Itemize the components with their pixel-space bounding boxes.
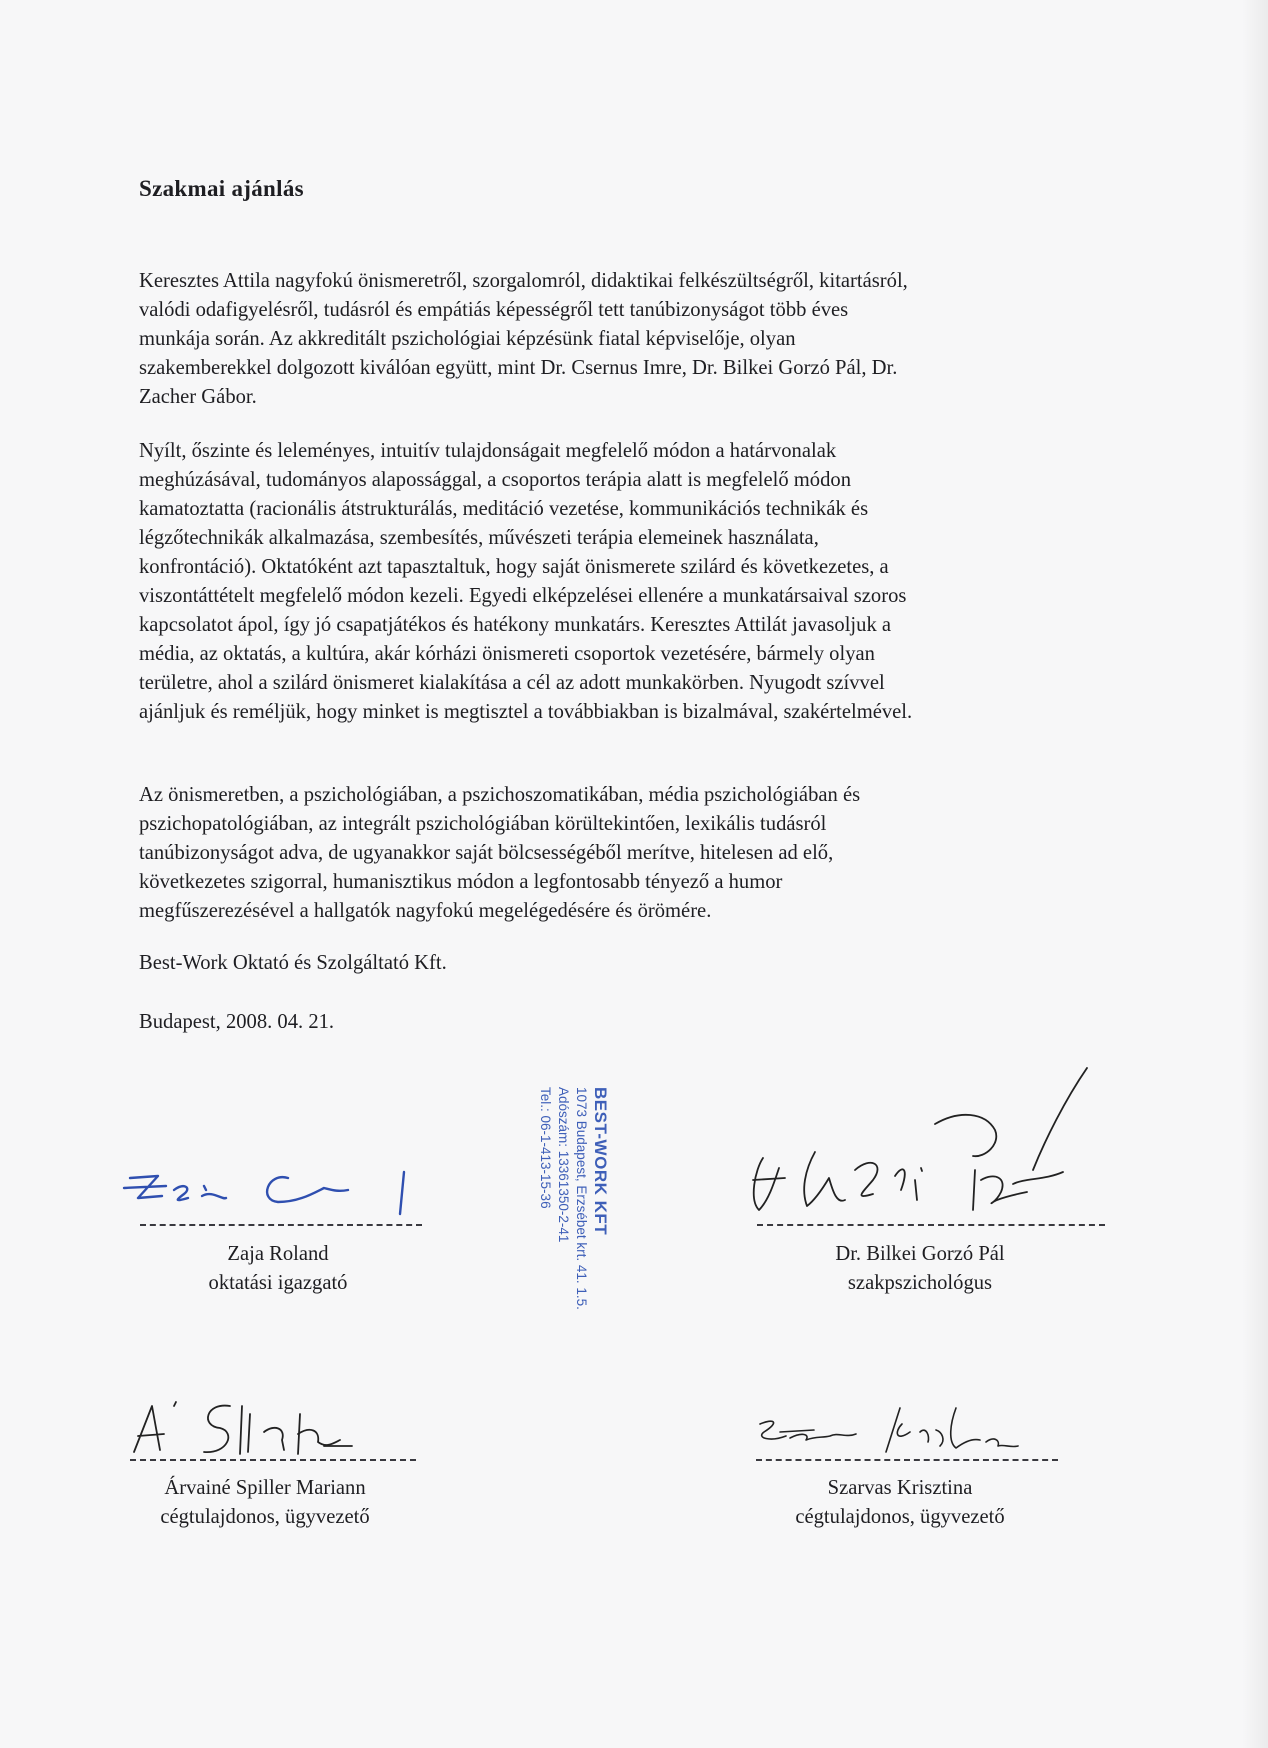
paragraph-line: Nyílt, őszinte és leleményes, intuitív tulajdonságait megfelelő módon a határvonalak xyxy=(139,440,837,462)
company-name: Best-Work Oktató és Szolgáltató Kft. xyxy=(139,952,447,974)
document-title: Szakmai ajánlás xyxy=(139,176,304,201)
paragraph-line: meghúzásával, tudományos alapossággal, a csoportos terápia alatt is megfelelő módon xyxy=(139,469,851,491)
signature-block-zaja xyxy=(118,1160,418,1300)
stamp-tax-number: Adószám: 13361350-2-41 xyxy=(556,1087,571,1243)
signature-block-bilkei xyxy=(745,1060,1095,1310)
handwritten-signature-zaja xyxy=(118,1160,418,1230)
signatory-role: cégtulajdonos, ügyvezető xyxy=(160,1506,370,1528)
paragraph-line: pszichopatológiában, az integrált pszichológiában körültekintően, lexikális tudásról xyxy=(139,813,827,835)
stamp-phone: Tel.: 06-1-413-15-36 xyxy=(538,1087,553,1209)
stamp-address: 1073 Budapest, Erzsébet krt. 41. 1.5. xyxy=(574,1087,589,1310)
paragraph-2 xyxy=(139,437,1139,727)
handwritten-signature-arvaine xyxy=(120,1392,410,1464)
paragraph-line: Az önismeretben, a pszichológiában, a pszichoszomatikában, média pszichológiában és xyxy=(139,784,861,806)
signatory-name: Szarvas Krisztina xyxy=(827,1477,973,1499)
paragraph-3 xyxy=(139,781,1139,926)
handwritten-signature-szarvas xyxy=(750,1402,1050,1464)
paragraph-line: média, az oktatás, a kultúra, akár kórházi önismereti csoportok vezetésére, bármely olyan xyxy=(139,643,875,665)
place-date: Budapest, 2008. 04. 21. xyxy=(139,1011,335,1033)
paragraph-line: megfűszerezésével a hallgatók nagyfokú megelégedésére és örömére. xyxy=(139,900,712,922)
paragraph-line: konfrontáció). Oktatóként azt tapasztaltuk, hogy saját önismerete szilárd és következetes, a xyxy=(139,556,889,578)
paragraph-line: következetes szigorral, humanisztikus módon a legfontosabb tényező a humor xyxy=(139,871,783,893)
signatory-role: szakpszichológus xyxy=(847,1272,993,1294)
paragraph-line: munkája során. Az akkreditált pszichológiai képzésünk fiatal képviselője, olyan xyxy=(139,328,796,350)
signatory-role: cégtulajdonos, ügyvezető xyxy=(795,1506,1005,1528)
company-stamp xyxy=(512,1087,610,1313)
paragraph-line: valódi odafigyelésről, tudásról és empátiás képességről tett tanúbizonyságot több éves xyxy=(139,299,849,321)
signatory-name: Árvainé Spiller Mariann xyxy=(164,1477,366,1499)
paragraph-line: Keresztes Attila nagyfokú önismeretről, szorgalomról, didaktikai felkészültségről, kitartásról, xyxy=(139,270,908,292)
handwritten-signature-bilkei xyxy=(745,1060,1095,1230)
signature-block-arvaine xyxy=(120,1392,410,1532)
paragraph-line: tanúbizonyságot adva, de ugyanakkor saját bölcsességéből merítve, hitelesen ad elő, xyxy=(139,842,834,864)
signatory-name: Zaja Roland xyxy=(227,1243,329,1265)
signatory-role: oktatási igazgató xyxy=(208,1272,348,1294)
paragraph-line: viszontáttételt megfelelő módon kezeli. Egyedi elképzelései ellenére a munkatársaival szoros xyxy=(139,585,907,607)
paragraph-line: Zacher Gábor. xyxy=(139,386,257,408)
paragraph-1 xyxy=(139,267,1139,412)
signature-block-szarvas xyxy=(750,1402,1050,1532)
paragraph-line: légzőtechnikák alkalmazása, szembesítés, művészeti terápia elemeinek használata, xyxy=(139,527,819,549)
signatory-name: Dr. Bilkei Gorzó Pál xyxy=(835,1243,1005,1265)
paragraph-line: ajánljuk és reméljük, hogy minket is megtisztel a továbbiakban is bizalmával, szakértelmével. xyxy=(139,701,913,723)
paragraph-line: kamatoztatta (racionális átstrukturálás, meditáció vezetése, kommunikációs technikák és xyxy=(139,498,869,520)
paragraph-line: kapcsolatot ápol, így jó csapatjátékos és hatékony munkatárs. Keresztes Attilát javasoljuk a xyxy=(139,614,892,636)
paragraph-line: területre, ahol a szilárd önismeret kialakítása a cél az adott munkakörben. Nyugodt szívvel xyxy=(139,672,885,694)
paragraph-line: szakemberekkel dolgozott kiválóan együtt, mint Dr. Csernus Imre, Dr. Bilkei Gorzó Pál, Dr. xyxy=(139,357,898,379)
stamp-title: BEST-WORK KFT xyxy=(591,1087,610,1236)
